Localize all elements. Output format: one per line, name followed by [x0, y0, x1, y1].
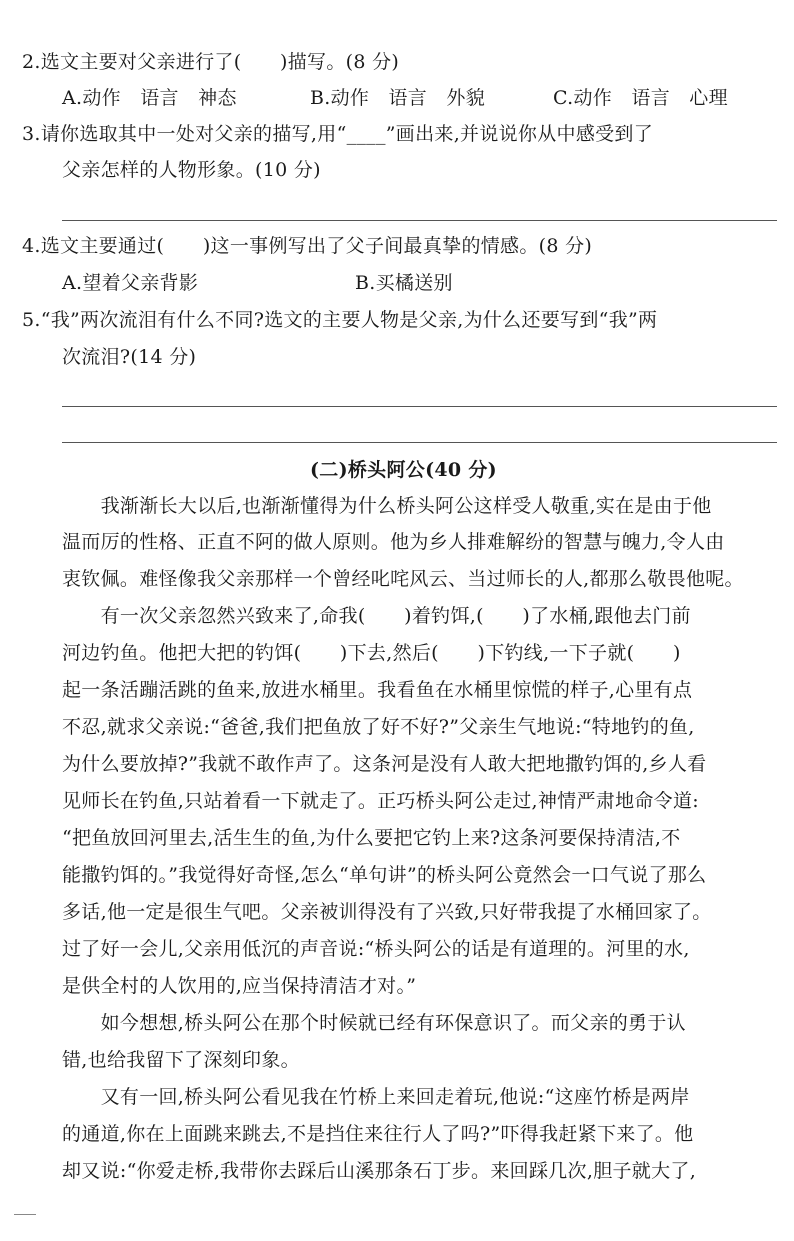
- page-edge-mark: [14, 1214, 36, 1215]
- question-5-line-2: 次流泪?(14 分): [62, 346, 197, 368]
- passage-line: 我渐渐长大以后,也渐渐懂得为什么桥头阿公这样受人敬重,实在是由于他: [62, 495, 712, 517]
- passage-line: 多话,他一定是很生气吧。父亲被训得没有了兴致,只好带我提了水桶回家了。: [62, 901, 712, 923]
- answer-line-q5-2: [62, 442, 777, 443]
- question-2-stem: 2.选文主要对父亲进行了( )描写。(8 分): [22, 51, 400, 73]
- question-4-stem: 4.选文主要通过( )这一事例写出了父子间最真挚的情感。(8 分): [22, 235, 593, 257]
- question-4-option-b: B.买橘送别: [355, 272, 453, 294]
- passage-line: 又有一回,桥头阿公看见我在竹桥上来回走着玩,他说:“这座竹桥是两岸: [62, 1086, 690, 1108]
- answer-line-q5-1: [62, 406, 777, 407]
- passage-line: 如今想想,桥头阿公在那个时候就已经有环保意识了。而父亲的勇于认: [62, 1012, 686, 1034]
- passage-title: (二)桥头阿公(40 分): [310, 459, 497, 481]
- answer-line-q3: [62, 220, 777, 221]
- passage-line: 能撒钓饵的。”我觉得好奇怪,怎么“单句讲”的桥头阿公竟然会一口气说了那么: [62, 864, 707, 886]
- question-2-option-a: A.动作 语言 神态: [62, 87, 237, 109]
- passage-line: 不忍,就求父亲说:“爸爸,我们把鱼放了好不好?”父亲生气地说:“特地钓的鱼,: [62, 716, 695, 738]
- passage-line: 见师长在钓鱼,只站着看一下就走了。正巧桥头阿公走过,神情严肃地命令道:: [62, 790, 699, 812]
- passage-line: 温而厉的性格、正直不阿的做人原则。他为乡人排难解纷的智慧与魄力,令人由: [62, 531, 725, 553]
- passage-line: 错,也给我留下了深刻印象。: [62, 1049, 300, 1071]
- passage-line: 有一次父亲忽然兴致来了,命我( )着钓饵,( )了水桶,跟他去门前: [62, 605, 691, 627]
- question-5-line-1: 5.“我”两次流泪有什么不同?选文的主要人物是父亲,为什么还要写到“我”两: [22, 309, 658, 331]
- passage-line: “把鱼放回河里去,活生生的鱼,为什么要把它钓上来?这条河要保持清洁,不: [62, 827, 681, 849]
- passage-line: 过了好一会儿,父亲用低沉的声音说:“桥头阿公的话是有道理的。河里的水,: [62, 938, 690, 960]
- question-3-line-1: 3.请你选取其中一处对父亲的描写,用“____”画出来,并说说你从中感受到了: [22, 123, 654, 145]
- question-3-line-2: 父亲怎样的人物形象。(10 分): [62, 159, 321, 181]
- passage-line: 衷钦佩。难怪像我父亲那样一个曾经叱咤风云、当过师长的人,都那么敬畏他呢。: [62, 568, 744, 590]
- question-4-option-a: A.望着父亲背影: [62, 272, 199, 294]
- passage-line: 为什么要放掉?”我就不敢作声了。这条河是没有人敢大把地撒钓饵的,乡人看: [62, 753, 707, 775]
- passage-line: 起一条活蹦活跳的鱼来,放进水桶里。我看鱼在水桶里惊慌的样子,心里有点: [62, 679, 693, 701]
- passage-line: 河边钓鱼。他把大把的钓饵( )下去,然后( )下钓线,一下子就( ): [62, 642, 681, 664]
- passage-line: 的通道,你在上面跳来跳去,不是挡住来往行人了吗?”吓得我赶紧下来了。他: [62, 1123, 694, 1145]
- question-2-option-c: C.动作 语言 心理: [553, 87, 728, 109]
- passage-line: 却又说:“你爱走桥,我带你去踩后山溪那条石丁步。来回踩几次,胆子就大了,: [62, 1160, 697, 1182]
- question-2-option-b: B.动作 语言 外貌: [310, 87, 486, 109]
- passage-line: 是供全村的人饮用的,应当保持清洁才对。”: [62, 975, 417, 997]
